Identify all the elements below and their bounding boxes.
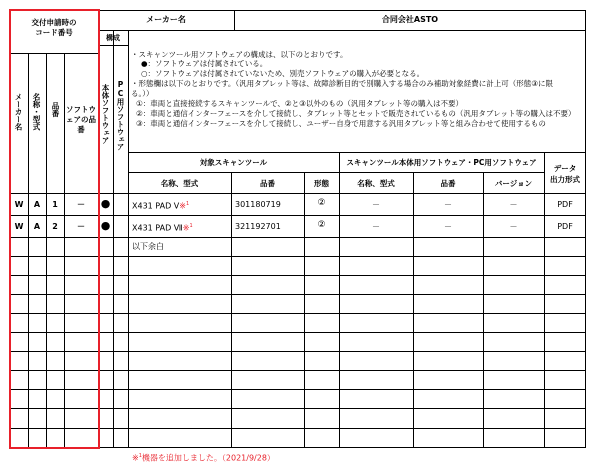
cell-maker: W xyxy=(14,200,24,209)
subheader-software: スキャンツール本体用ソフトウェア・PC用ソフトウェア xyxy=(346,158,537,167)
grid-line xyxy=(304,172,305,448)
cell-tool-name xyxy=(132,200,189,211)
code-number-group-label: 交付申請時の コード番号 xyxy=(31,18,77,37)
footnote-mark: ※ xyxy=(132,453,139,463)
subheader-sw-part-no: 品番 xyxy=(440,179,456,188)
note-line: ○：ソフトウェアは付属されていないため、別売ソフトウェアの購入が必要となる。 xyxy=(141,69,425,78)
tool-name-text: X431 PAD Ⅴ xyxy=(132,201,180,211)
cell-sw-part: － xyxy=(77,200,85,209)
cell-name: A xyxy=(33,200,41,209)
grid-line xyxy=(544,152,545,448)
subheader-form: 形態 xyxy=(314,179,329,188)
cell-output: PDF xyxy=(557,222,573,231)
composition-label: 構成 xyxy=(106,34,120,42)
note-line: ・スキャンツール用ソフトウェアの構成は、以下のとおりです。 xyxy=(131,50,348,59)
grid-line xyxy=(98,30,586,31)
mark-symbol: ※ xyxy=(182,223,190,233)
note-line: ②：車両と通信インターフェースを介して接続し、タブレット等とセットで販売されているもの（汎用タブレット等の購入は不要） xyxy=(136,109,576,118)
col-maker-name: メーカー名 xyxy=(14,93,23,131)
note-line: る。）） xyxy=(131,89,154,98)
cell-output: PDF xyxy=(557,200,573,209)
subheader-part-no: 品番 xyxy=(260,179,275,188)
cell-sw-name: － xyxy=(372,222,380,231)
mark-sup: 1 xyxy=(189,223,193,229)
subheader-version: バージョン xyxy=(494,179,533,188)
col-part-no: 品番 xyxy=(51,102,60,117)
footnote-sup: 1 xyxy=(138,453,142,459)
grid-line xyxy=(339,152,340,448)
col-software-part-no-label: ソフトウェアの品番 xyxy=(66,105,96,134)
cell-maker: W xyxy=(14,222,24,231)
grid-line xyxy=(128,30,129,448)
footnote xyxy=(132,452,275,463)
cell-version: － xyxy=(509,222,518,231)
grid-line xyxy=(231,172,232,448)
note-line: ●：ソフトウェアは付属されている。 xyxy=(141,59,268,68)
cell-tool-part: 301180719 xyxy=(235,200,281,209)
cell-form: ② xyxy=(317,220,326,230)
cell-form: ② xyxy=(317,198,326,208)
grid-line xyxy=(113,30,114,448)
subheader-target-tool: 対象スキャンツール xyxy=(199,158,268,167)
cell-part: 2 xyxy=(52,222,58,231)
maker-label: メーカー名 xyxy=(146,15,186,24)
col-main-software: 本体ソフトウェア xyxy=(101,84,110,144)
subheader-data-output: データ 出力形式 xyxy=(550,164,580,184)
note-line: ①：車両と直接接続するスキャンツールで、②と③以外のもの（汎用タブレット等の購入は不要） xyxy=(136,99,463,108)
grid-line xyxy=(413,172,414,448)
subheader-sw-name-model: 名称、型式 xyxy=(357,179,395,188)
tool-name-text: X431 PAD Ⅶ xyxy=(132,223,183,233)
col-pc-software: PC用ソフトウェア xyxy=(116,80,125,151)
cell-main-software: ● xyxy=(100,219,111,232)
grid-line xyxy=(483,172,484,448)
cell-sw-name: － xyxy=(372,200,380,209)
maker-value: 合同会社ASTO xyxy=(381,15,439,24)
remaining-blank-note: 以下余白 xyxy=(132,242,164,251)
cell-version: － xyxy=(509,200,518,209)
cell-tool-part: 321192701 xyxy=(235,222,281,231)
cell-name: A xyxy=(33,222,41,231)
grid-line xyxy=(128,172,544,173)
cell-sw-part: － xyxy=(77,222,85,231)
footnote-text: 機器を追加しました。（2021/9/28） xyxy=(141,453,275,463)
mark-sup: 1 xyxy=(185,201,190,207)
mark-symbol: ※ xyxy=(179,201,186,211)
subheader-name-model: 名称、型式 xyxy=(160,179,199,188)
grid-line xyxy=(98,45,128,46)
note-line: ・形態欄は以下のとおりです。（汎用タブレット等は、故障診断目的で別購入する場合のみ補助対象経費に計上可（形態③に限 xyxy=(131,79,553,88)
cell-sw-part-no: － xyxy=(444,222,452,231)
note-line: ③：車両と通信インターフェースを介して接続し、ユーザー自身で用意する汎用タブレット等と組み合わせて使用するもの xyxy=(136,119,546,128)
cell-tool-name xyxy=(132,222,193,233)
grid-line xyxy=(128,152,586,153)
col-name-model: 名称・型式 xyxy=(32,93,41,131)
cell-main-software: ● xyxy=(100,197,111,210)
cell-part: 1 xyxy=(52,200,58,209)
col-software-part-no xyxy=(64,105,98,135)
cell-sw-part-no: － xyxy=(444,200,452,209)
